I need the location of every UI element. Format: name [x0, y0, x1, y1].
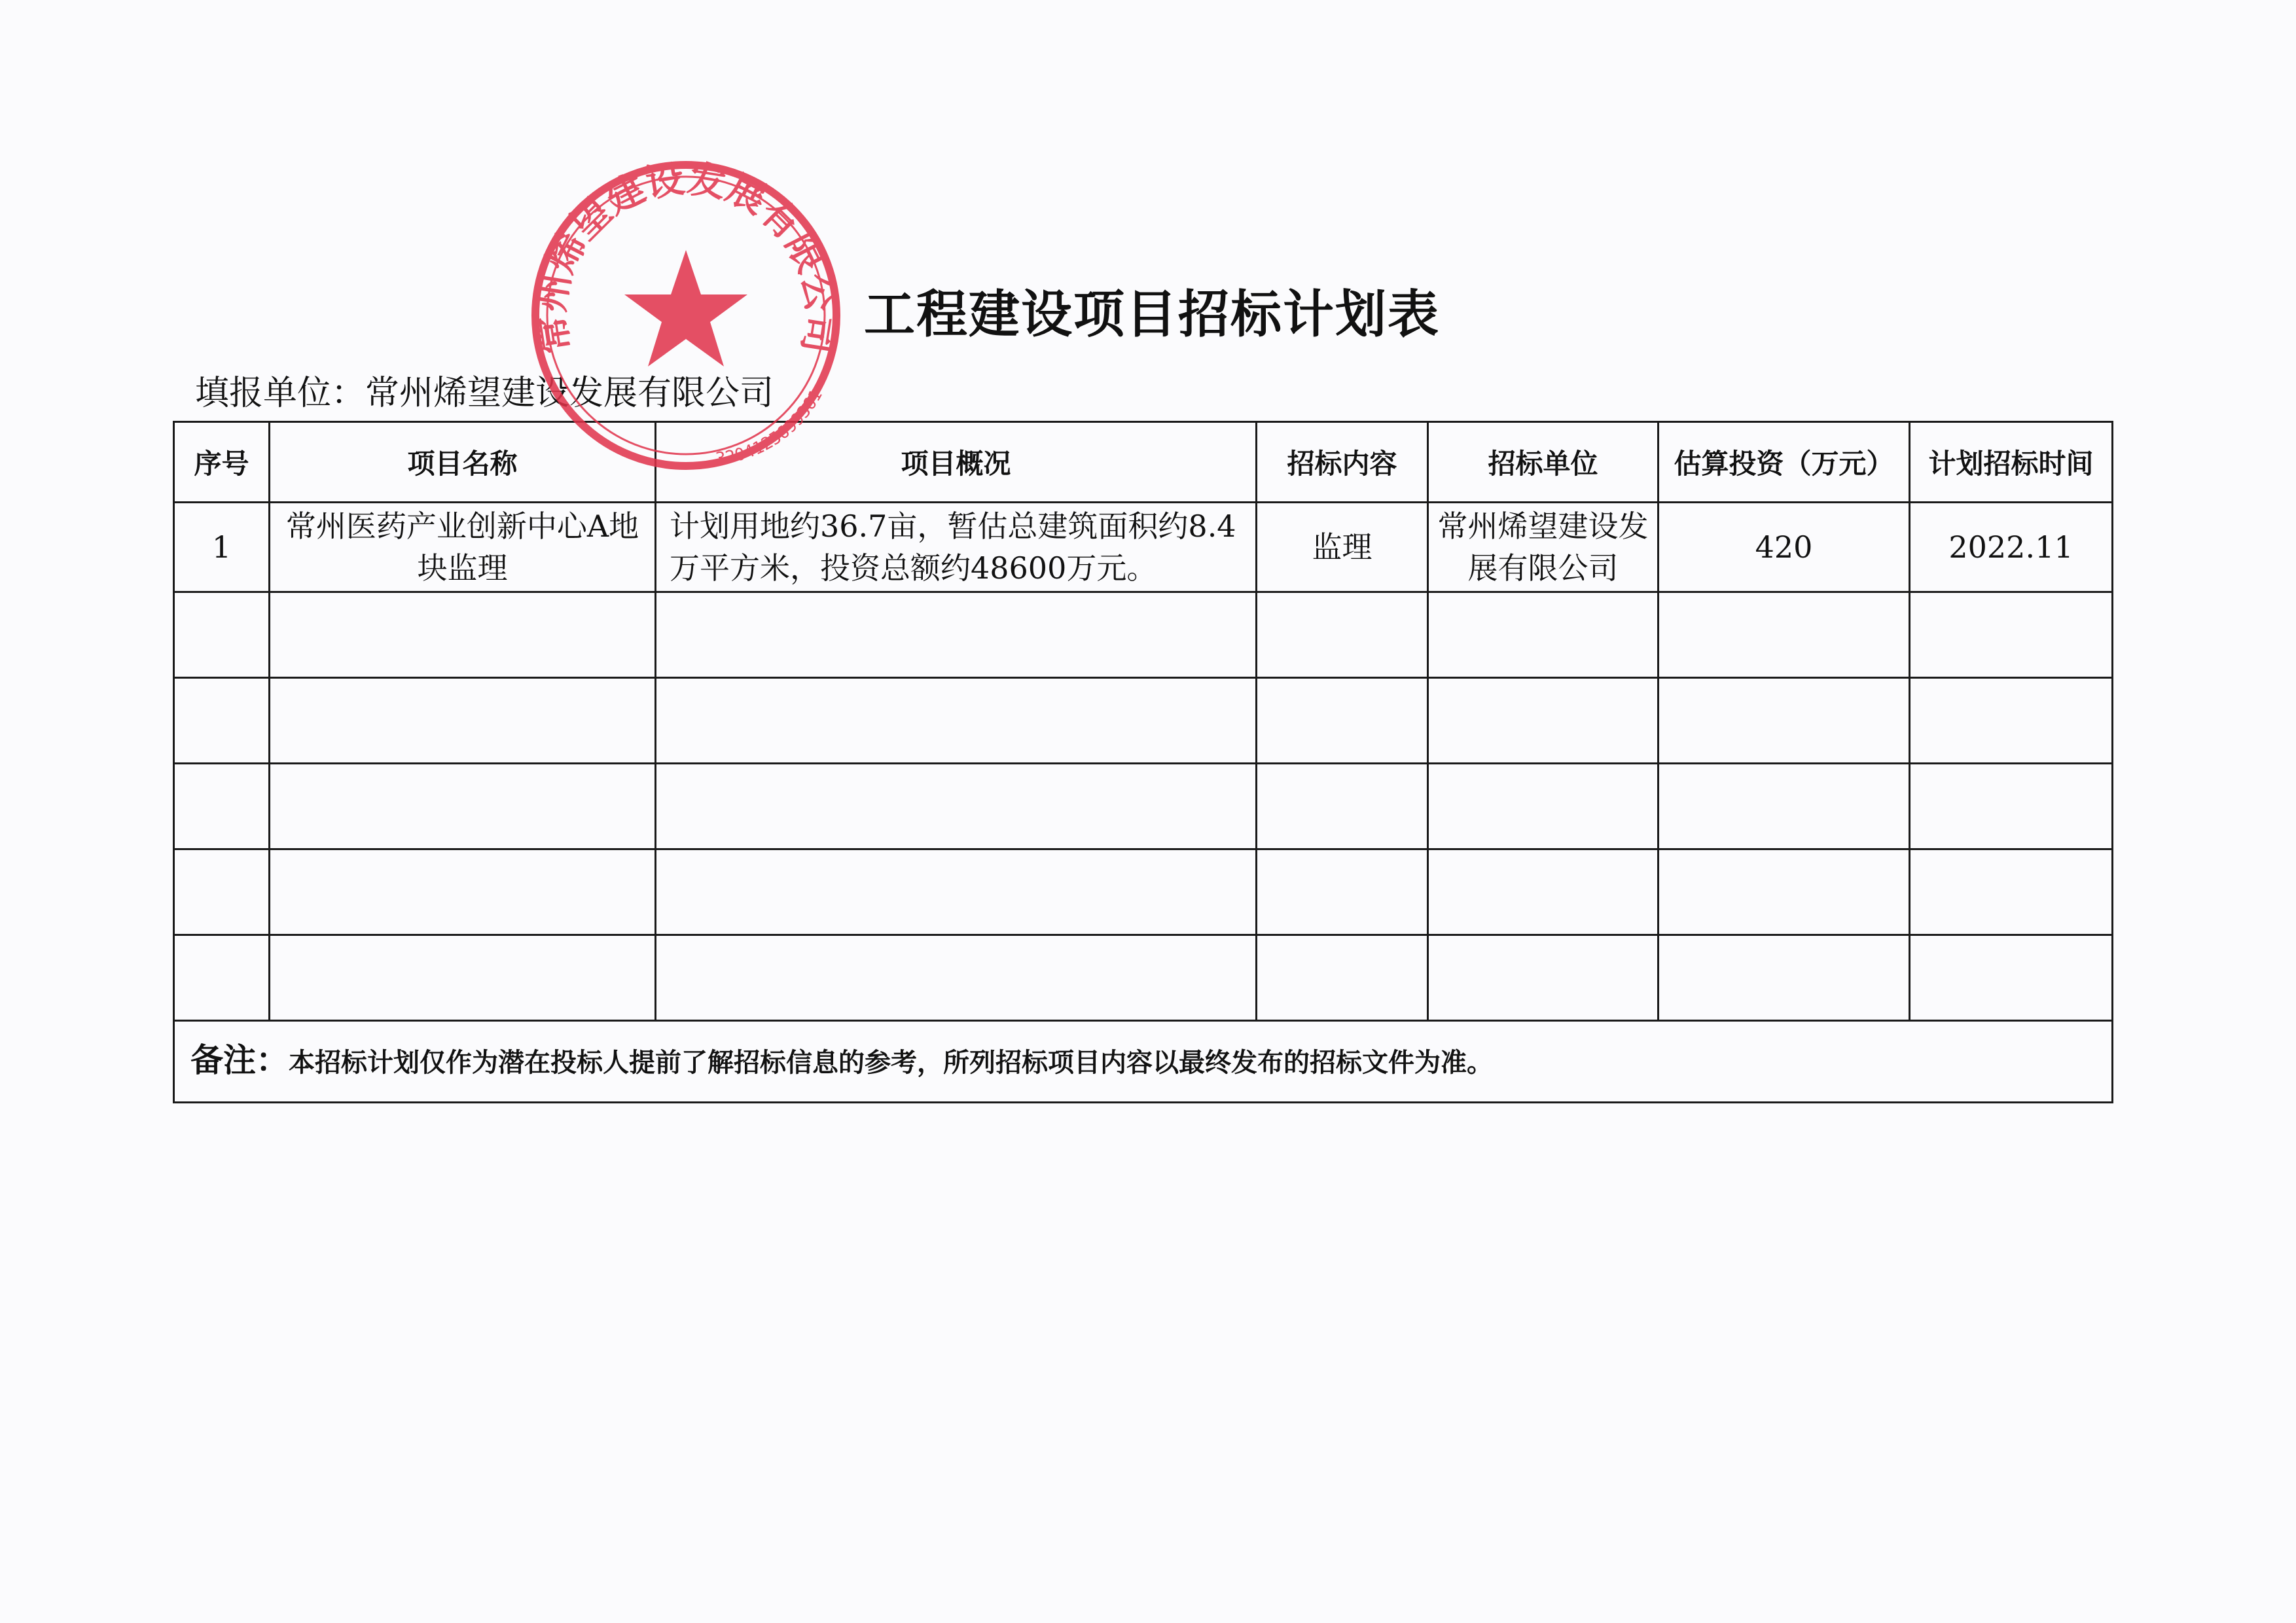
seal-star-icon: [624, 250, 747, 366]
table-row-empty: [174, 935, 2113, 1021]
header-investment: 估算投资（万元）: [1659, 422, 1910, 503]
cell-tender-time: 2022.11: [1910, 503, 2113, 592]
table-row-empty: [174, 764, 2113, 849]
note-row: [174, 1021, 2113, 1103]
header-no: 序号: [174, 422, 270, 503]
cell-tender-content: 监理: [1257, 503, 1428, 592]
table-row-empty: [174, 592, 2113, 678]
reporting-unit: [195, 365, 774, 414]
seal-code-text: 3204125699361: [714, 386, 827, 469]
svg-text:常州烯望建设发展有限公司: [528, 156, 843, 357]
cell-investment: 420: [1659, 503, 1910, 592]
page-title: 工程建设项目招标计划表: [864, 285, 1441, 344]
reporting-unit-name: 常州烯望建设发展有限公司: [365, 374, 774, 413]
cell-no: 1: [174, 503, 270, 592]
header-overview: 项目概况: [656, 422, 1257, 503]
table-header-row: [174, 422, 2113, 503]
note-label: 备注：: [190, 1041, 289, 1079]
note-cell: [174, 1021, 2113, 1103]
header-tender-unit: 招标单位: [1428, 422, 1659, 503]
table-row: [174, 503, 2113, 592]
header-tender-content: 招标内容: [1257, 422, 1428, 503]
reporting-unit-label: 填报单位：: [195, 374, 366, 413]
tender-plan-table: [173, 421, 2113, 1103]
cell-project-name: 常州医药产业创新中心A地块监理: [270, 503, 656, 592]
seal-company-text: 常州烯望建设发展有限公司: [528, 156, 844, 357]
note-text: 本招标计划仅作为潜在投标人提前了解招标信息的参考，所列招标项目内容以最终发布的招标文件为准。: [289, 1048, 1493, 1078]
header-tender-time: 计划招标时间: [1910, 422, 2113, 503]
cell-overview: 计划用地约36.7亩，暂估总建筑面积约8.4万平方米，投资总额约48600万元。: [656, 503, 1257, 592]
cell-tender-unit: 常州烯望建设发展有限公司: [1428, 503, 1659, 592]
table-row-empty: [174, 678, 2113, 764]
table-row-empty: [174, 849, 2113, 935]
header-project-name: 项目名称: [270, 422, 656, 503]
